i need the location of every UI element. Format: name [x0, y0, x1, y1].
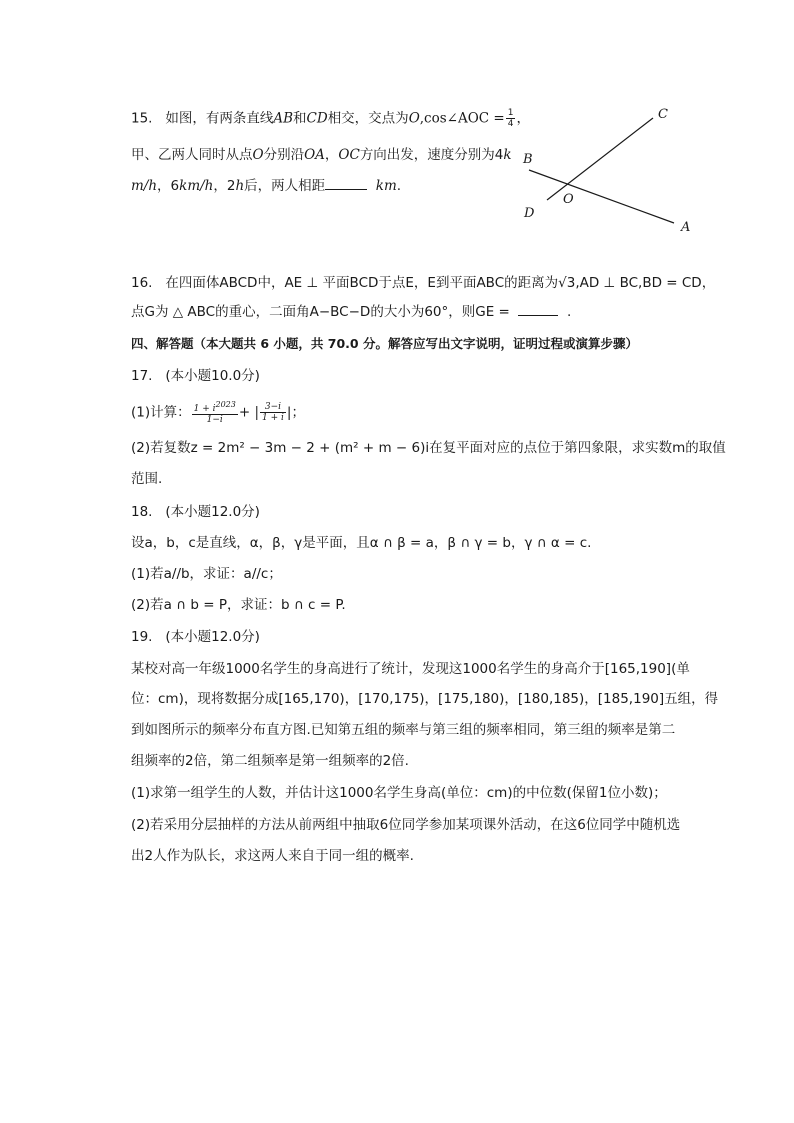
q15-and: 和: [293, 110, 307, 127]
q18-line3: (2)若a ∩ b = P，求证：b ∩ c = P.: [131, 597, 346, 613]
q19-line2: 位：cm)，现将数据分成[165,170)，[170,175)，[175,180)，[180,185)，[185,190]五组，得: [131, 691, 719, 707]
q15-l2-text2: 分别沿: [263, 147, 305, 163]
q15-l2-oa: OA: [304, 147, 325, 163]
q15-l3-u1: m/h: [131, 178, 158, 194]
q17-fraction1: [192, 400, 238, 425]
q16-text: 在四面体ABCD中，AE ⊥ 平面BCD于点E，E到平面ABC的距离为√3,AD ⊥ BC,BD = CD，: [165, 275, 716, 291]
q15-l3-sep1: ，6: [157, 178, 180, 194]
q15-l3-sep2: ，2: [213, 178, 236, 194]
q18-line2: (1)若a//b，求证：a//c；: [131, 566, 282, 582]
q15-l2-oc: OC: [338, 147, 360, 163]
q15-frac-den: 4: [507, 119, 514, 129]
q17-p1-label: (1)计算：: [131, 404, 191, 421]
q15-l3-u2: km/h: [179, 178, 214, 194]
line-cd: [547, 118, 653, 200]
q15-line2: [131, 145, 512, 165]
q15-line3: [131, 176, 401, 196]
q19-line6: (2)若采用分层抽样的方法从前两组中抽取6位同学参加某项课外活动，在这6位同学中随机选: [131, 817, 681, 833]
q19-line3: 到如图所示的频率分布直方图.已知第五组的频率与第三组的频率相同，第三组的频率是第二: [131, 722, 676, 738]
q17-p1-end: |；: [286, 404, 305, 421]
q18-score: (本小题12.0分): [165, 504, 260, 520]
q16-answer-blank: [518, 303, 558, 316]
q17-f2-num: 3−i: [260, 402, 286, 413]
q15-cd: CD: [306, 110, 328, 127]
q19-line5: (1)求第一组学生的人数，并估计这1000名学生身高(单位：cm)的中位数(保留1位小数)；: [131, 785, 667, 801]
q19-header: [131, 627, 260, 647]
q16-line2: [131, 302, 571, 322]
label-o: O: [563, 192, 574, 207]
q19-line1: 某校对高一年级1000名学生的身高进行了统计，发现这1000名学生的身高介于[165,190](单: [131, 661, 690, 677]
q15-line1: [131, 108, 530, 129]
q17-part2-line2: 范围.: [131, 471, 163, 487]
q15-figure: [510, 100, 710, 240]
q17-f1-exp: 2023: [215, 400, 236, 409]
label-d: D: [524, 206, 535, 221]
q17-f1-den: 1−i: [206, 415, 223, 425]
q17-f2-den: 1 + i: [262, 413, 284, 423]
q17-header: [131, 366, 260, 386]
q15-o: O: [408, 110, 420, 127]
label-b: B: [523, 152, 533, 167]
label-c: C: [658, 107, 668, 122]
q15-answer-blank: [325, 177, 367, 190]
q15-l2-text3: 方向出发，速度分别为4: [359, 147, 504, 163]
q15-l2-sep: ，: [324, 147, 339, 163]
q18-number: 18.: [131, 504, 153, 520]
q17-f1-num: 1 + i: [193, 404, 216, 414]
q16-line1: [131, 273, 715, 293]
q19-number: 19.: [131, 629, 153, 645]
q16-text2: 点G为 △ ABC的重心，二面角A−BC−D的大小为60°，则GE =: [131, 304, 510, 320]
q15-ab: AB: [273, 110, 294, 127]
q15-text2: 相交，交点为: [327, 110, 409, 127]
q15-cos: ,cos∠AOC =: [419, 110, 505, 127]
q15-text: 如图，有两条直线: [165, 110, 274, 127]
q17-plus: + |: [238, 404, 260, 421]
q19-score: (本小题12.0分): [165, 629, 260, 645]
q15-l3-unit: km: [375, 178, 397, 194]
q19-line7: 出2人作为队长，求这两人来自于同一组的概率.: [131, 848, 414, 864]
q15-l2-o: O: [252, 147, 264, 163]
q15-l3-end: .: [396, 178, 402, 194]
q15-l2-k: k: [503, 147, 512, 163]
q15-number: 15.: [131, 110, 153, 127]
q15-end: ，: [516, 110, 530, 127]
q16-end: .: [567, 304, 572, 320]
q15-frac-num: 1: [507, 108, 514, 118]
q17-number: 17.: [131, 368, 153, 384]
q17-part2-line1: (2)若复数z = 2m² − 3m − 2 + (m² + m − 6)i在复平面对应的点位于第四象限，求实数m的取值: [131, 440, 726, 456]
q17-score: (本小题10.0分): [165, 368, 260, 384]
q16-number: 16.: [131, 275, 153, 291]
q18-header: [131, 502, 260, 522]
q17-fraction2: [260, 402, 286, 423]
q19-line4: 组频率的2倍，第二组频率是第一组频率的2倍.: [131, 753, 409, 769]
section4-heading: 四、解答题（本大题共 6 小题，共 70.0 分。解答应写出文字说明，证明过程或演算步骤）: [131, 336, 638, 351]
q18-line1: 设a，b，c是直线，α，β，γ是平面，且α ∩ β = a，β ∩ γ = b，γ ∩ α = c.: [131, 535, 592, 551]
label-a: A: [681, 220, 691, 235]
q15-l3-text: 后，两人相距: [244, 178, 326, 194]
q15-l2-text: 甲、乙两人同时从点: [131, 147, 253, 163]
q15-l3-h: h: [235, 178, 245, 194]
q17-part1: [131, 400, 305, 425]
